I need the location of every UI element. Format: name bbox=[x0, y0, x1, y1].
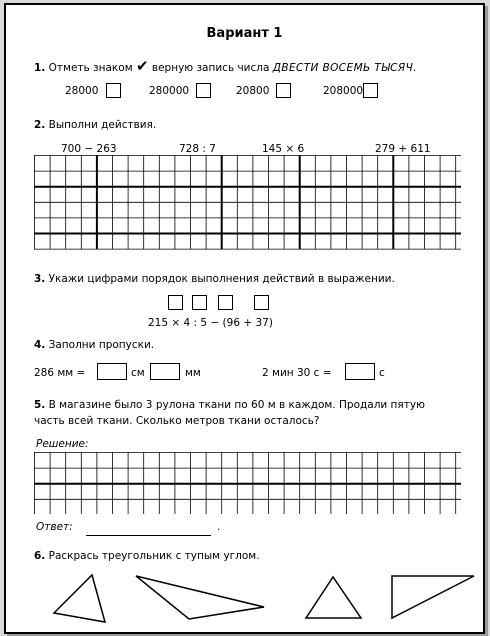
question-4-number: 4. bbox=[34, 339, 46, 351]
expression-2: 728 : 7 bbox=[179, 143, 216, 155]
solution-label: Решение: bbox=[36, 438, 89, 450]
page-title: Вариант 1 bbox=[206, 26, 283, 41]
question-5-line-1 bbox=[34, 399, 425, 411]
option-3-label: 20800 bbox=[236, 85, 270, 97]
expression-1: 700 − 263 bbox=[61, 143, 117, 155]
answer-period: . bbox=[217, 521, 221, 533]
expression-4: 279 + 611 bbox=[375, 143, 431, 155]
worksheet bbox=[4, 3, 485, 634]
question-1-number: 1. bbox=[34, 62, 46, 74]
question-4 bbox=[34, 339, 154, 351]
expression-3: 145 × 6 bbox=[262, 143, 305, 155]
option-4-checkbox[interactable] bbox=[363, 83, 378, 98]
unit-cm: см bbox=[131, 367, 145, 379]
question-6 bbox=[34, 550, 260, 562]
question-1-text-before: Отметь знаком bbox=[48, 62, 133, 74]
triangle-2[interactable] bbox=[136, 576, 264, 619]
option-2-label: 280000 bbox=[149, 85, 190, 97]
calculation-grid[interactable] bbox=[34, 155, 461, 250]
option-2-checkbox[interactable] bbox=[196, 83, 211, 98]
option-4-label: 208000 bbox=[323, 85, 364, 97]
triangle-4[interactable] bbox=[392, 576, 474, 618]
cm-input[interactable] bbox=[97, 363, 127, 380]
number-phrase: ДВЕСТИ ВОСЕМЬ ТЫСЯЧ. bbox=[272, 62, 417, 74]
question-3-number: 3. bbox=[34, 273, 46, 285]
length-left-value: 286 мм = bbox=[34, 367, 86, 379]
question-2 bbox=[34, 119, 156, 131]
question-2-number: 2. bbox=[34, 119, 46, 131]
order-box-1[interactable] bbox=[168, 295, 183, 310]
mm-input[interactable] bbox=[150, 363, 180, 380]
unit-s: с bbox=[379, 367, 385, 379]
solution-grid[interactable] bbox=[34, 452, 461, 514]
order-box-3[interactable] bbox=[218, 295, 233, 310]
question-3-text: Укажи цифрами порядок выполнения действий в выражении. bbox=[48, 273, 395, 285]
triangle-3[interactable] bbox=[306, 577, 361, 618]
triangle-1[interactable] bbox=[54, 575, 105, 622]
triangles-area bbox=[6, 565, 483, 627]
question-4-text: Заполни пропуски. bbox=[48, 339, 155, 351]
option-1-checkbox[interactable] bbox=[106, 83, 121, 98]
question-6-text: Раскрась треугольник с тупым углом. bbox=[48, 550, 260, 562]
unit-mm: мм bbox=[185, 367, 201, 379]
question-6-number: 6. bbox=[34, 550, 46, 562]
order-expression: 215 × 4 : 5 − (96 + 37) bbox=[148, 317, 273, 329]
question-2-text: Выполни действия. bbox=[48, 119, 157, 131]
question-5-number: 5. bbox=[34, 399, 46, 411]
option-3-checkbox[interactable] bbox=[276, 83, 291, 98]
answer-label: Ответ: bbox=[36, 521, 73, 533]
question-3 bbox=[34, 273, 395, 285]
answer-line[interactable] bbox=[86, 522, 211, 536]
question-5-line-2: часть всей ткани. Сколько метров ткани осталось? bbox=[34, 415, 320, 427]
time-left-value: 2 мин 30 с = bbox=[262, 367, 332, 379]
question-1-text-after: верную запись числа bbox=[151, 62, 270, 74]
option-1-label: 28000 bbox=[65, 85, 99, 97]
order-box-2[interactable] bbox=[192, 295, 207, 310]
seconds-input[interactable] bbox=[345, 363, 375, 380]
check-mark-icon: ✔ bbox=[135, 57, 149, 75]
question-5-text-1: В магазине было 3 рулона ткани по 60 м в каждом. Продали пятую bbox=[48, 399, 425, 411]
question-1 bbox=[34, 57, 417, 75]
order-box-4[interactable] bbox=[254, 295, 269, 310]
